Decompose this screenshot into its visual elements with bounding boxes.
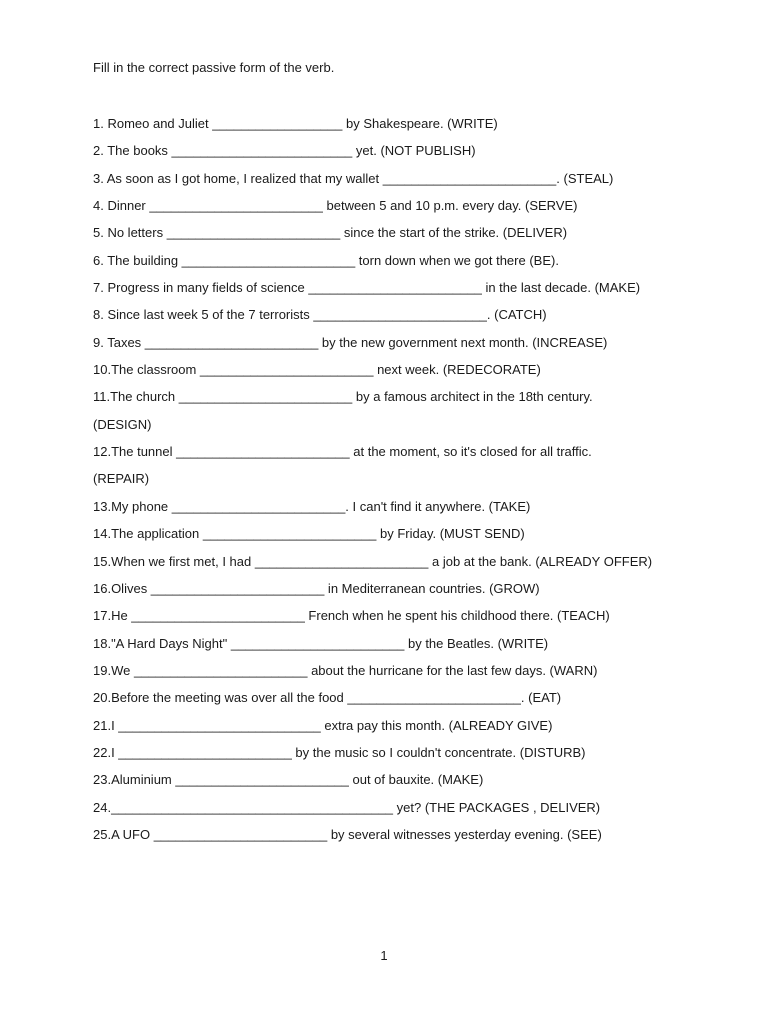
exercise-line: 12.The tunnel ________________________ at the moment, so it's closed for all traffic. <box>93 444 592 460</box>
exercise-line: 19.We ________________________ about the hurricane for the last few days. (WARN) <box>93 662 598 678</box>
exercise-line: 17.He ________________________ French when he spent his childhood there. (TEACH) <box>93 608 610 624</box>
exercise-line: 25.A UFO ________________________ by several witnesses yesterday evening. (SEE) <box>93 826 602 842</box>
exercise-line: 6. The building ________________________ torn down when we got there (BE). <box>93 252 559 268</box>
exercise-line: 7. Progress in many fields of science ________________________ in the last decade. (MAKE) <box>93 280 641 296</box>
exercise-line: 15.When we first met, I had ________________________ a job at the bank. (ALREADY OFFER) <box>93 553 653 569</box>
exercise-list <box>93 116 733 854</box>
exercise-line-continuation: (DESIGN) <box>93 416 152 432</box>
exercise-line: 21.I ____________________________ extra pay this month. (ALREADY GIVE) <box>93 717 553 733</box>
instruction-text: Fill in the correct passive form of the verb. <box>93 60 335 75</box>
exercise-line: 4. Dinner ________________________ between 5 and 10 p.m. every day. (SERVE) <box>93 198 578 214</box>
exercise-line: 18."A Hard Days Night" ________________________ by the Beatles. (WRITE) <box>93 635 549 651</box>
exercise-line: 5. No letters ________________________ since the start of the strike. (DELIVER) <box>93 225 568 241</box>
exercise-line-continuation: (REPAIR) <box>93 471 150 487</box>
page-number: 1 <box>380 948 388 963</box>
exercise-line: 9. Taxes ________________________ by the new government next month. (INCREASE) <box>93 334 608 350</box>
exercise-line: 11.The church ________________________ by a famous architect in the 18th century. <box>93 389 593 405</box>
exercise-line: 24._______________________________________ yet? (THE PACKAGES , DELIVER) <box>93 799 601 815</box>
exercise-line: 20.Before the meeting was over all the food ________________________. (EAT) <box>93 690 562 706</box>
exercise-line: 1. Romeo and Juliet __________________ by Shakespeare. (WRITE) <box>93 116 498 131</box>
exercise-line: 14.The application ________________________ by Friday. (MUST SEND) <box>93 526 525 542</box>
exercise-line: 3. As soon as I got home, I realized that my wallet ________________________. (STEAL) <box>93 170 614 186</box>
exercise-line: 10.The classroom ________________________ next week. (REDECORATE) <box>93 362 541 378</box>
exercise-line: 13.My phone ________________________. I can't find it anywhere. (TAKE) <box>93 498 531 514</box>
exercise-line: 8. Since last week 5 of the 7 terrorists ________________________. (CATCH) <box>93 307 547 323</box>
exercise-line: 22.I ________________________ by the music so I couldn't concentrate. (DISTURB) <box>93 744 586 760</box>
exercise-line: 16.Olives ________________________ in Mediterranean countries. (GROW) <box>93 580 540 596</box>
exercise-line: 23.Aluminium ________________________ out of bauxite. (MAKE) <box>93 772 484 788</box>
exercise-line: 2. The books _________________________ yet. (NOT PUBLISH) <box>93 143 476 159</box>
